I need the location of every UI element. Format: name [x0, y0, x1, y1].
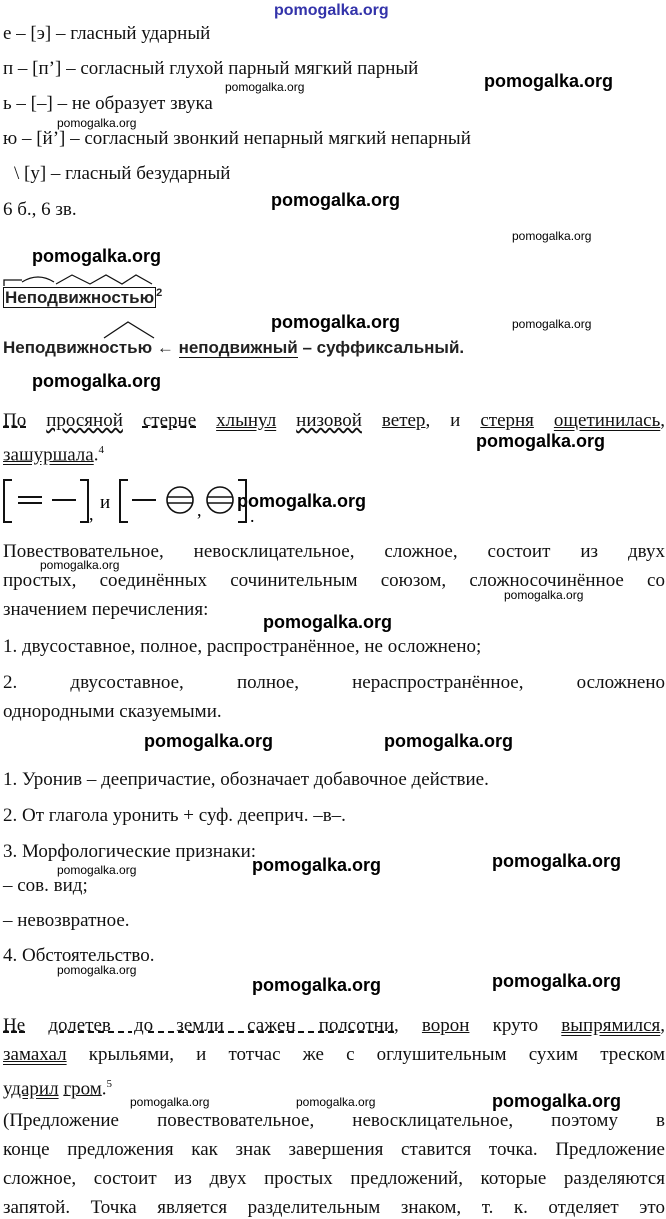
watermark: pomogalka.org: [144, 731, 274, 751]
morphemic-word-text: Неподвижностью: [5, 287, 155, 307]
watermark-small: pomogalka.org: [40, 558, 120, 572]
sentence-4-line-1: По просяной стерне хлынул низовой ветер, и стерня ощетинилась,: [3, 410, 666, 431]
circumstance-word: По: [3, 410, 27, 431]
participle-line: 4. Обстоятельство.: [3, 945, 155, 966]
participial-phrase: долетев до земли сажен полсотни: [48, 1015, 395, 1036]
watermark-small: pomogalka.org: [57, 963, 137, 977]
period: .: [101, 1078, 107, 1100]
svg-text:.: .: [250, 506, 255, 526]
sentence-4-line-2: зашуршала.$^4$: [3, 444, 104, 466]
predicate-word: выпрямился: [561, 1015, 661, 1036]
watermark: pomogalka.org: [32, 246, 162, 266]
analysis-line: однородными сказуемыми.: [3, 701, 222, 722]
phonetic-line: \ [у] – гласный безударный: [14, 163, 231, 184]
watermark-small: pomogalka.org: [296, 1095, 376, 1109]
analysis-line: значением перечисления:: [3, 599, 209, 620]
adverb-word: круто: [492, 1015, 539, 1036]
watermark-small: pomogalka.org: [225, 80, 305, 94]
watermark-small: pomogalka.org: [504, 588, 584, 602]
watermark: pomogalka.org: [476, 431, 606, 451]
task-mark: 5: [106, 1078, 113, 1090]
explanation-line: (Предложение повествовательное, невосклицательное, поэтому в: [3, 1110, 665, 1131]
predicate-word: ударил: [3, 1078, 59, 1100]
participle-line: – невозвратное.: [3, 910, 130, 931]
watermark: pomogalka.org: [384, 731, 514, 751]
derivation-method: – суффиксальный.: [302, 338, 465, 357]
watermark: pomogalka.org: [484, 71, 614, 91]
phonetic-line: е – [э] – гласный ударный: [3, 23, 211, 44]
predicate-word: ощетинилась: [553, 410, 661, 431]
analysis-line: простых, соединённых сочинительным союзом, сложносочинённое со: [3, 570, 665, 591]
watermark: pomogalka.org: [252, 975, 382, 995]
sentence-schema: [0, 478, 270, 528]
predicate-word: зашуршала: [3, 444, 94, 466]
analysis-line: 1. двусоставное, полное, распространённое, не осложнено;: [3, 636, 482, 657]
watermark-top: pomogalka.org: [274, 2, 389, 19]
task-mark: 2: [156, 287, 163, 299]
sentence-5-line-2: [3, 1044, 665, 1066]
participle-line: 2. От глагола уронить + суф. дееприч. –в–.: [3, 805, 346, 826]
phonetic-summary: 6 б., 6 зв.: [3, 199, 77, 220]
schema-conjunction: и: [100, 492, 111, 513]
watermark: pomogalka.org: [492, 851, 622, 871]
analysis-line: 2. двусоставное, полное, нераспространённое, осложнено: [3, 672, 665, 693]
predicate-word: замахал: [3, 1044, 67, 1065]
predicate-word: хлынул: [216, 410, 277, 431]
watermark: pomogalka.org: [271, 312, 401, 332]
watermark: pomogalka.org: [263, 612, 393, 632]
sentence-5-part: Не: [3, 1015, 26, 1036]
participle-line: 1. Уронив – деепричастие, обозначает добавочное действие.: [3, 769, 489, 790]
derivation-arrow: ←: [156, 338, 174, 357]
watermark: pomogalka.org: [271, 190, 401, 210]
sentence-5-line-1: [3, 1015, 665, 1037]
svg-text:,: ,: [89, 504, 94, 524]
watermark-small: pomogalka.org: [57, 863, 137, 877]
task-mark: 4: [98, 444, 104, 456]
separator: , и: [425, 410, 461, 431]
watermark: pomogalka.org: [252, 855, 382, 875]
attribute-word: низовой: [296, 410, 362, 431]
sentence-5-line-3: [3, 1073, 112, 1100]
derivation-base: Неподвижностью: [3, 338, 153, 357]
comma: ,: [660, 1015, 666, 1036]
attribute-word: просяной: [46, 410, 123, 431]
subject-word: стерня: [480, 410, 534, 431]
participle-line: – сов. вид;: [3, 875, 88, 896]
phonetic-line: ю – [й’] – согласный звонкий непарный мягкий непарный: [3, 128, 471, 149]
subject-word: ветер: [381, 410, 426, 431]
svg-text:,: ,: [197, 500, 202, 520]
derivation-arc: [100, 318, 160, 340]
watermark-small: pomogalka.org: [512, 317, 592, 331]
sentence-5-part: крыльями, и тотчас же с оглушительным сухим треском: [88, 1044, 665, 1065]
circumstance-word: стерне: [142, 410, 197, 431]
analysis-line: Повествовательное, невосклицательное, сложное, состоит из двух: [3, 541, 665, 562]
watermark: pomogalka.org: [492, 1091, 622, 1111]
explanation-line: запятой. Точка является разделительным знаком, т. к. отделяет это: [3, 1197, 665, 1218]
watermark: pomogalka.org: [32, 371, 162, 391]
comma: ,: [394, 1015, 399, 1036]
phonetic-line: ь – [–] – не образует звука: [3, 93, 213, 114]
explanation-line: сложное, состоит из двух простых предложений, которые разделяются: [3, 1168, 665, 1189]
watermark-small: pomogalka.org: [130, 1095, 210, 1109]
explanation-line: конце предложения как знак завершения ставится точка. Предложение: [3, 1139, 665, 1160]
watermark: pomogalka.org: [237, 491, 367, 511]
watermark-small: pomogalka.org: [512, 229, 592, 243]
subject-word: ворон: [421, 1015, 470, 1036]
phonetic-line: п – [п’] – согласный глухой парный мягкий парный: [3, 58, 419, 79]
derivation-line: [3, 338, 464, 358]
morphemic-word: [3, 287, 162, 308]
subject-word: гром: [63, 1078, 102, 1100]
participle-line: 3. Морфологические признаки:: [3, 841, 257, 862]
derivation-source: неподвижный: [178, 338, 298, 357]
watermark: pomogalka.org: [492, 971, 622, 991]
watermark-small: pomogalka.org: [57, 116, 137, 130]
